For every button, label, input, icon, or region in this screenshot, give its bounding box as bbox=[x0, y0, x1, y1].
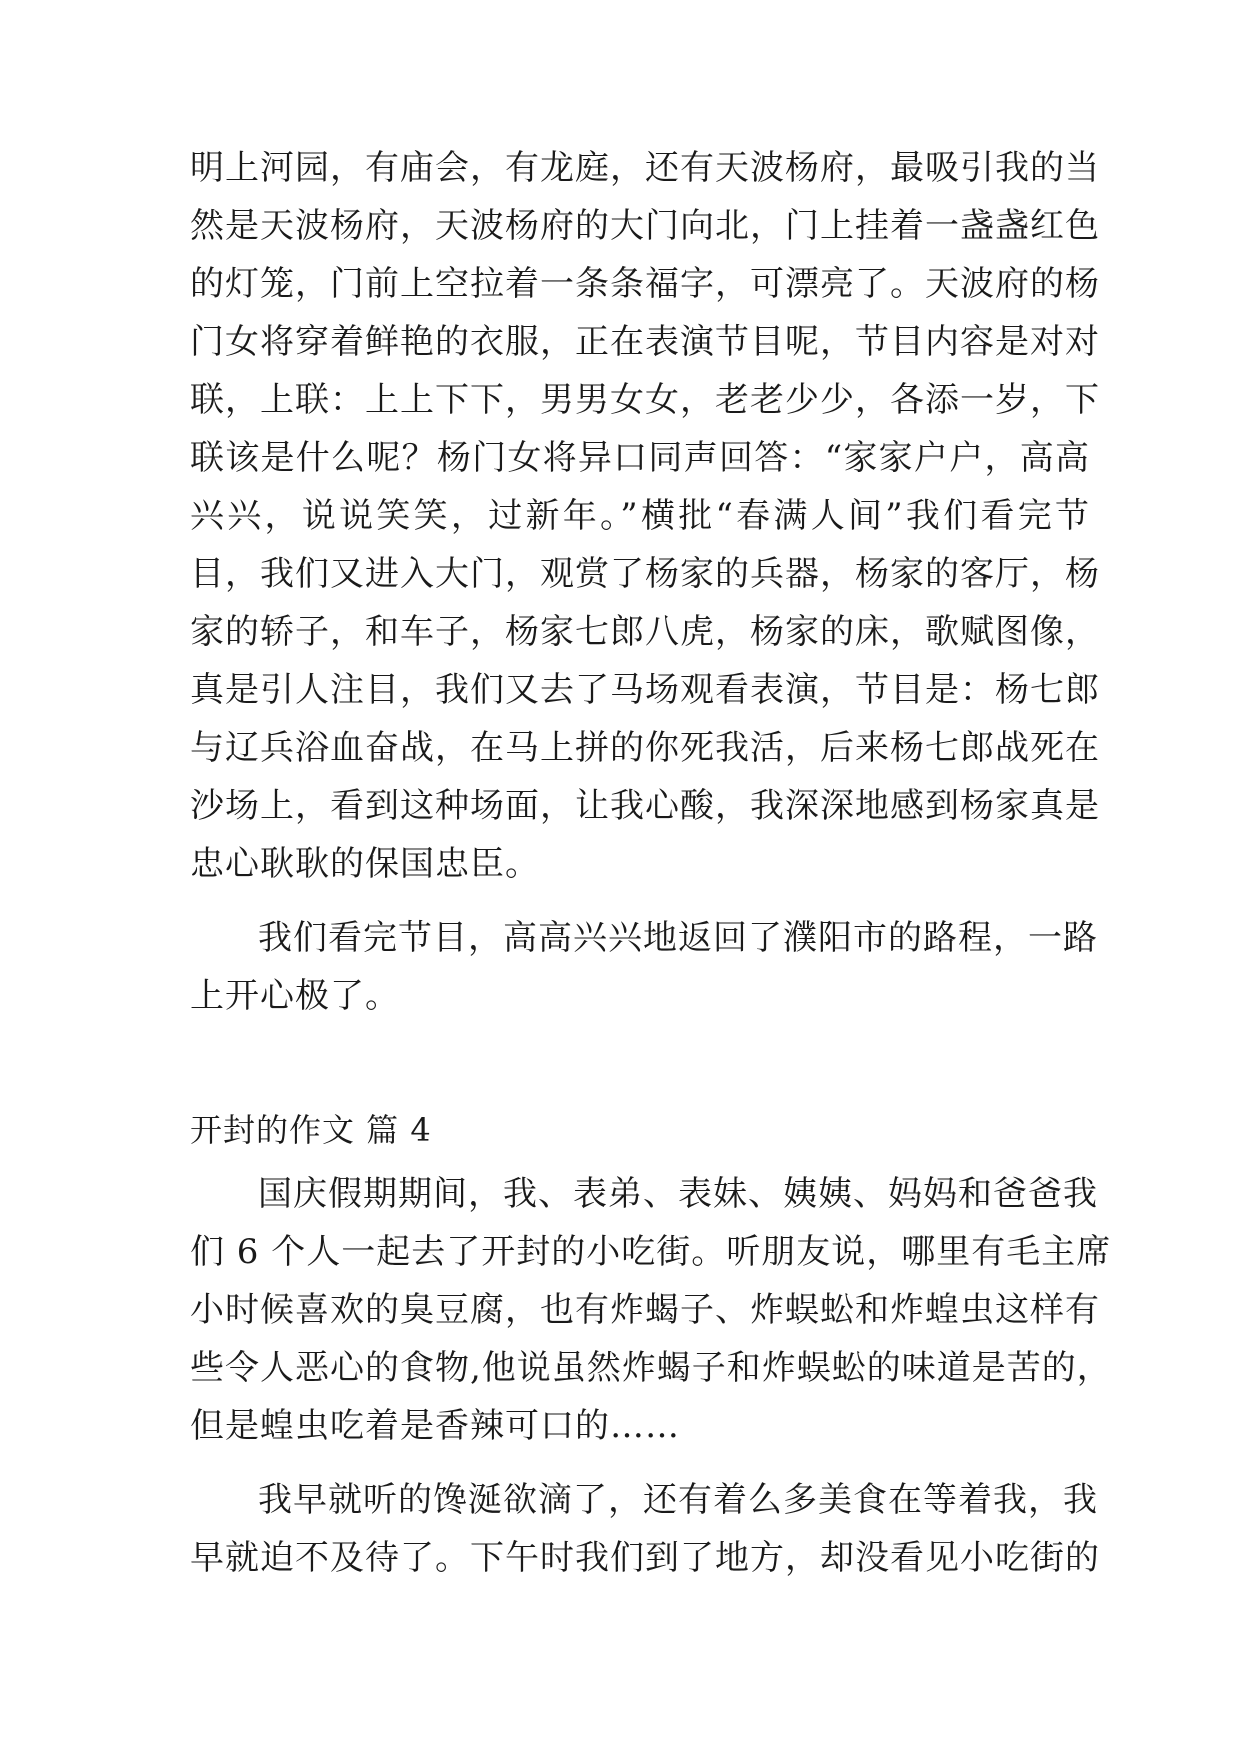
text-line: 小时候喜欢的臭豆腐，也有炸蝎子、炸蜈蚣和炸蝗虫这样有 bbox=[190, 1290, 1100, 1330]
section-heading: 开封的作文 篇 4 bbox=[190, 1111, 432, 1149]
text-line: 联，上联：上上下下，男男女女，老老少少，各添一岁，下 bbox=[190, 380, 1100, 420]
text-line: 兴兴，说说笑笑，过新年。”横批“春满人间”我们看完节 bbox=[190, 496, 1090, 536]
text-line: 明上河园，有庙会，有龙庭，还有天波杨府，最吸引我的当 bbox=[190, 148, 1100, 188]
text-line: 我早就听的馋涎欲滴了，还有着么多美食在等着我，我 bbox=[258, 1480, 1098, 1520]
text-line: 联该是什么呢？杨门女将异口同声回答：“家家户户，高高 bbox=[190, 438, 1090, 478]
text-line: 沙场上，看到这种场面，让我心酸，我深深地感到杨家真是 bbox=[190, 786, 1100, 826]
text-line: 些令人恶心的食物,他说虽然炸蝎子和炸蜈蚣的味道是苦的， bbox=[190, 1348, 1112, 1388]
text-line: 上开心极了。 bbox=[190, 976, 400, 1016]
text-line: 国庆假期期间，我、表弟、表妹、姨姨、妈妈和爸爸我 bbox=[258, 1174, 1098, 1214]
text-line: 门女将穿着鲜艳的衣服，正在表演节目呢，节目内容是对对 bbox=[190, 322, 1100, 362]
text-line: 忠心耿耿的保国忠臣。 bbox=[190, 844, 540, 884]
text-line: 真是引人注目，我们又去了马场观看表演，节目是：杨七郎 bbox=[190, 670, 1100, 710]
text-line: 我们看完节目，高高兴兴地返回了濮阳市的路程，一路 bbox=[258, 918, 1098, 958]
text-line: 目，我们又进入大门，观赏了杨家的兵器，杨家的客厅，杨 bbox=[190, 554, 1100, 594]
text-line: 早就迫不及待了。下午时我们到了地方，却没看见小吃街的 bbox=[190, 1538, 1100, 1578]
text-line: 与辽兵浴血奋战，在马上拼的你死我活，后来杨七郎战死在 bbox=[190, 728, 1100, 768]
text-line: 的灯笼，门前上空拉着一条条福字，可漂亮了。天波府的杨 bbox=[190, 264, 1100, 304]
text-line: 家的轿子，和车子，杨家七郎八虎，杨家的床，歌赋图像， bbox=[190, 612, 1100, 652]
text-line: 们 6 个人一起去了开封的小吃街。听朋友说，哪里有毛主席 bbox=[190, 1232, 1112, 1272]
text-line: 然是天波杨府，天波杨府的大门向北，门上挂着一盏盏红色 bbox=[190, 206, 1100, 246]
text-line: 但是蝗虫吃着是香辣可口的…… bbox=[190, 1406, 680, 1446]
